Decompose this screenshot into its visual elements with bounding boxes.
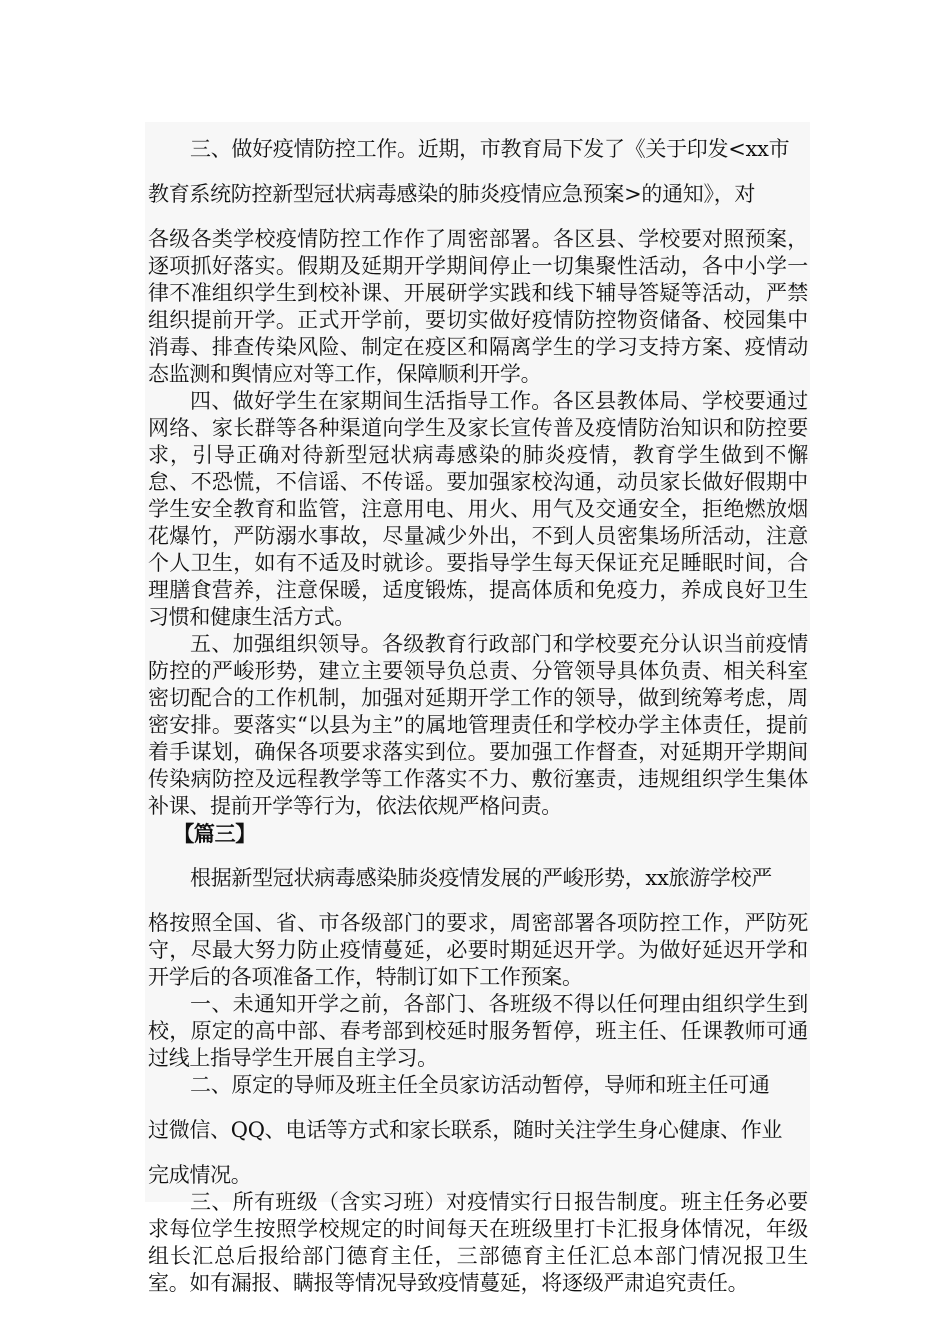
intro-rest: 格按照全国、省、市各级部门的要求，周密部署各项防控工作，严防死守，尽最大努力防止疫情蔓延，必要时期延迟开学。为做好延迟开学和开学后的各项准备工作，特制订如下工作预案。 [148,911,808,989]
line-gap [148,208,808,226]
item-three: 三、所有班级（含实习班）对疫情实行日报告制度。班主任务必要求每位学生按照学校规定的时间每天在班级里打卡汇报身体情况，年级组长汇总后报给部门德育主任，三部德育主任汇总本部门情况报卫生室。如有漏报、瞒报等情况导致疫情蔓延，将逐级严肃追究责任。 [148,1190,808,1295]
paragraph-three-line-2: 教育系统防控新型冠状病毒感染的肺炎疫情应急预案>的通知》，对 [148,182,756,206]
item-two-line-3: 完成情况。 [148,1163,252,1187]
paragraph-five: 五、加强组织领导。各级教育行政部门和学校要充分认识当前疫情防控的严峻形势，建立主要领导负总责、分管领导具体负责、相关科室密切配合的工作机制，加强对延期开学工作的领导，做到统筹考虑，周密安排。要落实“以县为主”的属地管理责任和学校办学主体责任，提前着手谋划，确保各项要求落实到位。要加强工作督查，对延期开学期间传染病防控及远程教学等工作落实不力、敷衍塞责，违规组织学生集体补课、提前开学等行为，依法依规严格问责。 [148,632,808,818]
line-gap [148,163,808,181]
paragraph-four: 四、做好学生在家期间生活指导工作。各区县教体局、学校要通过网络、家长群等各种渠道向学生及家长宣传普及疫情防治知识和防控要求，引导正确对待新型冠状病毒感染的肺炎疫情，教育学生做到不懈怠、不恐慌，不信谣、不传谣。要加强家校沟通，动员家长做好假期中学生安全教育和监管，注意用电、用火、用气及交通安全，拒绝燃放烟花爆竹，严防溺水事故，尽量减少外出，不到人员密集场所活动，注意个人卫生，如有不适及时就诊。要指导学生每天保证充足睡眠时间，合理膳食营养，注意保暖，适度锻炼，提高体质和免疫力，养成良好卫生习惯和健康生活方式。 [148,389,808,629]
line-gap [148,892,808,910]
item-one: 一、未通知开学之前，各部门、各班级不得以任何理由组织学生到校，原定的高中部、春考部到校延时服务暂停，班主任、任课教师可通过线上指导学生开展自主学习。 [148,992,808,1070]
document-body [148,136,808,1297]
item-two-line-2: 过微信、QQ、电话等方式和家长联系，随时关注学生身心健康、作业 [148,1118,783,1142]
item-two-line-1: 二、原定的导师及班主任全员家访活动暂停，导师和班主任可通 [190,1073,770,1097]
paragraph-three-rest: 各级各类学校疫情防控工作作了周密部署。各区县、学校要对照预案，逐项抓好落实。假期及延期开学期间停止一切集聚性活动，各中小学一律不准组织学生到校补课、开展研学实践和线下辅导答疑等活动，严禁组织提前开学。正式开学前，要切实做好疫情防控物资储备、校园集中消毒、排查传染风险、制定在疫区和隔离学生的学习支持方案、疫情动态监测和舆情应对等工作，保障顺利开学。 [148,227,808,386]
intro-line-1: 根据新型冠状病毒感染肺炎疫情发展的严峻形势，xx旅游学校严 [190,866,772,890]
line-gap [148,1144,808,1162]
section-heading-pian-san: 【篇三】 [173,821,256,846]
line-gap [148,847,808,865]
line-gap [148,1099,808,1117]
paragraph-three-line-1: 三、做好疫情防控工作。近期，市教育局下发了《关于印发<xx市 [190,137,790,161]
